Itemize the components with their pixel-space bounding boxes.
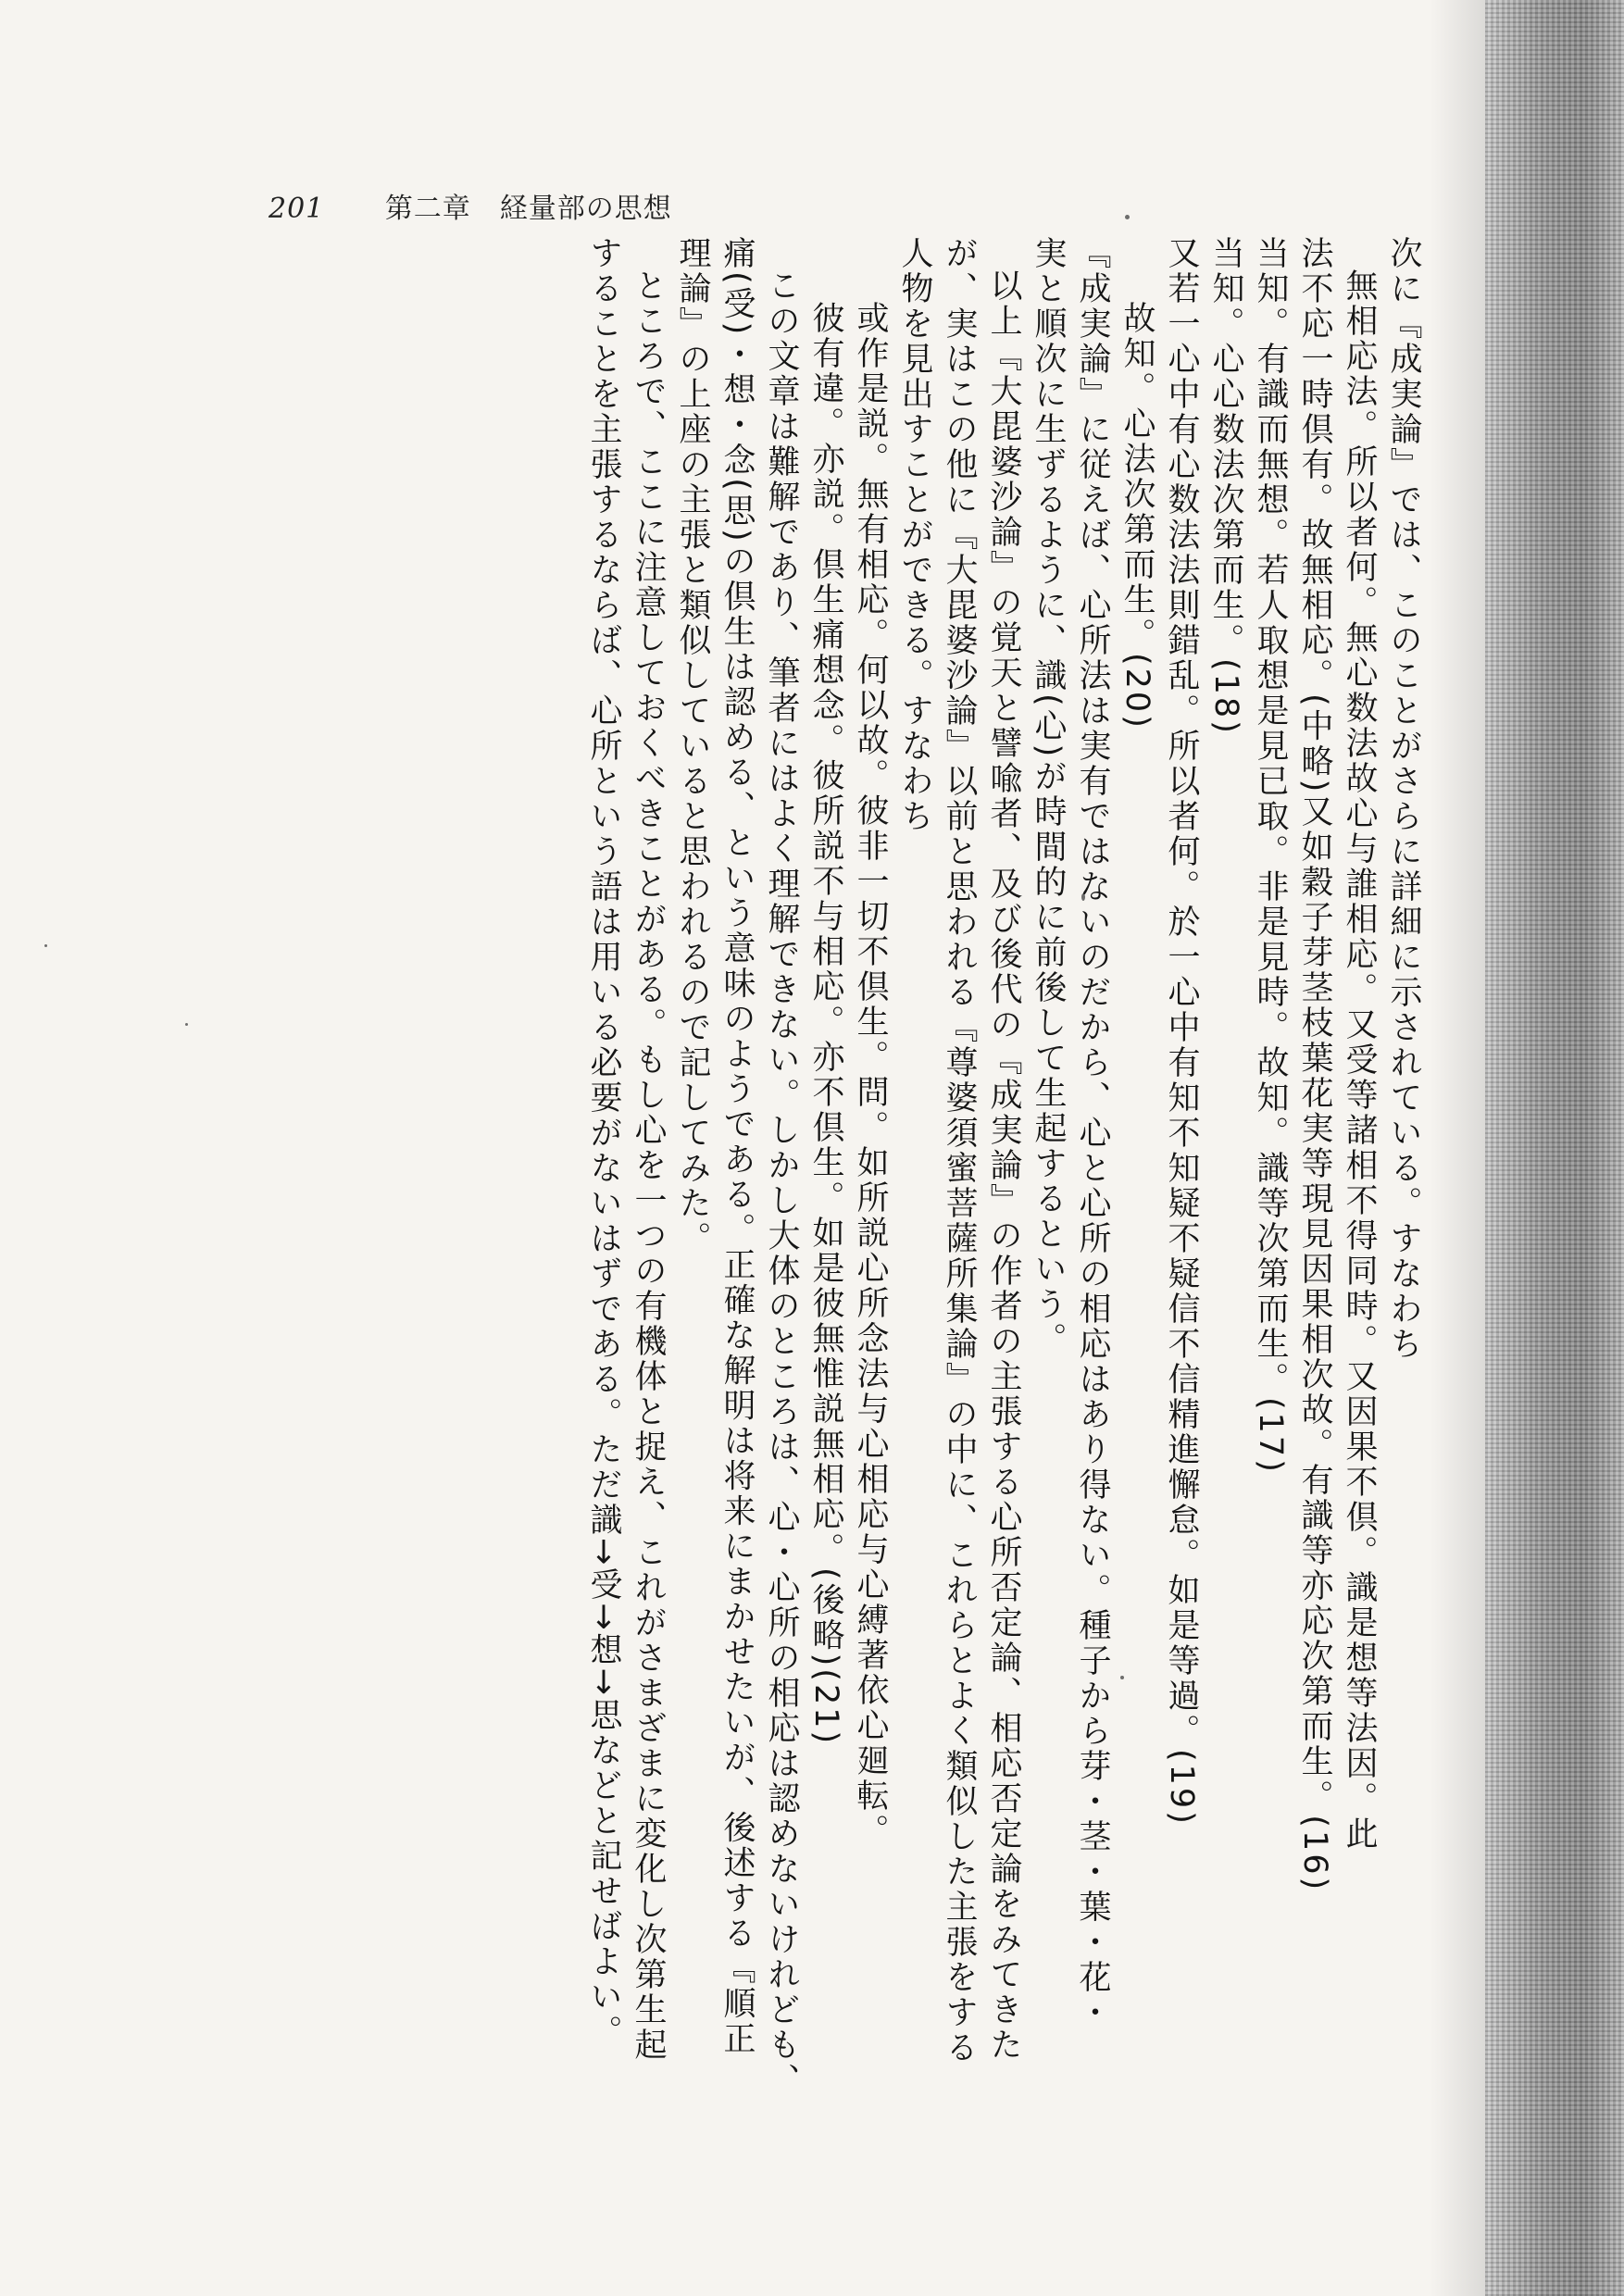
text-line: 『成実論』に従えば、心所法は実有ではないのだから、心と心所の相応はあり得ない。種子から芽・茎・葉・花・: [1074, 236, 1111, 2030]
scan-speck: [185, 1023, 188, 1026]
quote-line: 法不応一時倶有。故無相応。(中略)又如穀子芽茎枝葉花実等現見因果相次故。有識等亦応次第而生。(16): [1296, 236, 1333, 1893]
quote-line: 又若一心中有心数法法則錯乱。所以者何。於一心中有知不知疑不疑信不信精進懈怠。如是等過。(19): [1163, 236, 1200, 1827]
text-line: 理論』の上座の主張と類似していると思われるので記してみた。: [674, 236, 711, 1256]
text-line: 痛(受)・想・念(思)の倶生は認める、という意味のようである。正確な解明は将来にまかせたいが、後述する『順正: [718, 236, 756, 2057]
quote-line: 或作是説。無有相応。何以故。彼非一切不倶生。問。如所説心所念法与心相応与心縛著依心廻転。: [852, 301, 889, 1849]
scan-binding-edge: [1485, 0, 1624, 2296]
chapter-title: 第二章 経量部の思想: [384, 193, 672, 225]
scan-speck: [1125, 215, 1130, 219]
page-number: 201: [269, 193, 325, 225]
text-line: 実と順次に生ずるように、識(心)が時間的に前後して生起するという。: [1030, 236, 1067, 1358]
quote-line: 当知。有識而無想。若人取想是見已取。非是見時。故知。識等次第而生。(17): [1252, 236, 1289, 1475]
text-line: 以上『大毘婆沙論』の覚天と譬喩者、及び後代の『成実論』の作者の主張する心所否定論、相応否定論をみてきた: [985, 268, 1022, 2063]
quote-line: 故知。心法次第而生。(20): [1118, 301, 1156, 730]
quote-line: 彼有違。亦説。倶生痛想念。彼所説不与相応。亦不倶生。如是彼無惟説無相応。(後略)(21): [807, 301, 844, 1747]
text-line: ところで、ここに注意しておくべきことがある。もし心を一つの有機体と捉え、これがさまざまに変化し次第生起: [630, 268, 667, 2063]
running-header: [269, 185, 672, 226]
text-line: が、実はこの他に『大毘婆沙論』以前と思われる『尊婆須蜜菩薩所集論』の中に、これらとよく類似した主張をする: [941, 236, 978, 2065]
text-line: この文章は難解であり、筆者にはよく理解できない。しかし大体のところは、心・心所の相応は認めないけれども、: [763, 268, 800, 2098]
text-line: 人物を見出すことができる。すなわち: [896, 236, 933, 834]
vertical-body-text: [264, 236, 1426, 2171]
scan-speck: [44, 944, 47, 947]
text-line: 次に『成実論』では、このことがさらに詳細に示されている。すなわち: [1385, 236, 1422, 1362]
text-line: することを主張するならば、心所という語は用いる必要がないはずである。ただ識→受→想→思などと記せばよい。: [585, 236, 622, 2050]
quote-line: 当知。心心数法次第而生。(18): [1207, 236, 1244, 736]
scan-shadow: [1430, 0, 1485, 2296]
quote-line: 無相応法。所以者何。無心数法故心与誰相応。又受等諸相不得同時。又因果不倶。識是想等法因。此: [1341, 268, 1378, 1852]
